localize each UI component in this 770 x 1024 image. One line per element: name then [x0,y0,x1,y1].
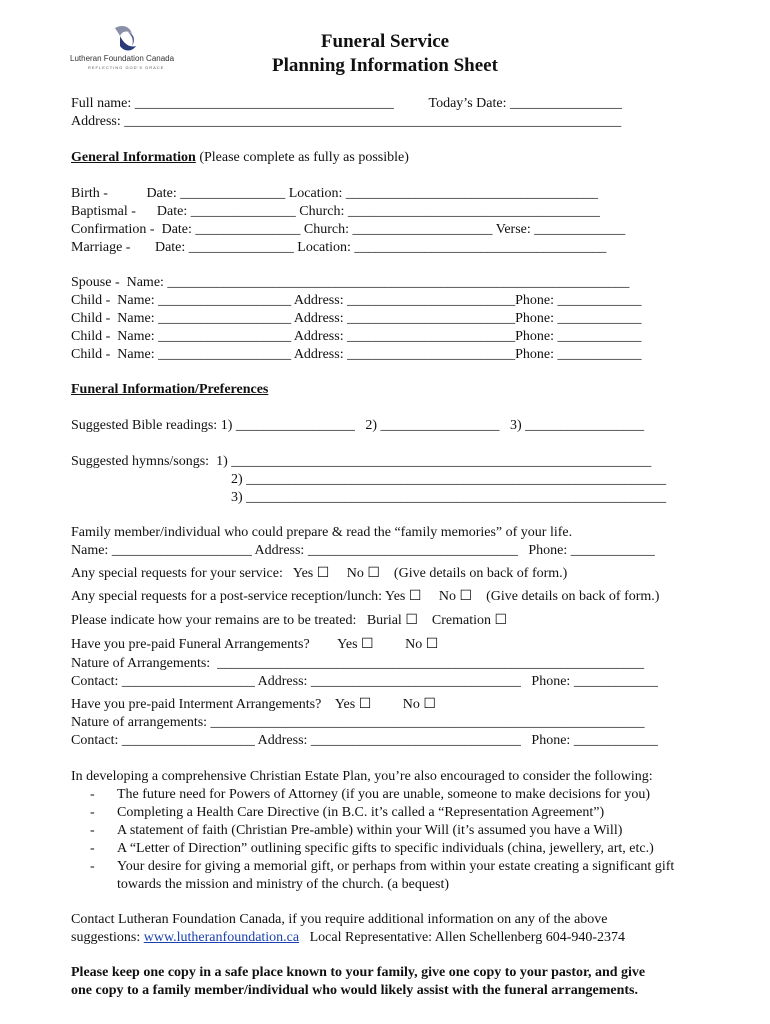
list-item: - Completing a Health Care Directive (in B.C. it’s called a “Representation Agreement”) [90,804,710,822]
list-item: - Your desire for giving a memorial gift, or perhaps from within your estate creating a significant gift towards the mission and ministry of the church. (a bequest) [90,858,710,894]
child-line[interactable]: Child - Name: ___________________ Address: ________________________Phone: ____________ [71,347,642,362]
prepaid-funeral-line[interactable]: Have you pre-paid Funeral Arrangements? Yes ☐ No ☐ [71,637,439,652]
interment-nature-line[interactable]: Nature of arrangements: ______________________________________________________________ [71,715,645,730]
logo-name: Lutheran Foundation Canada [70,54,175,63]
service-requests-line[interactable]: Any special requests for your service: Yes ☐ No ☐ (Give details on back of form.) [71,566,568,581]
general-info-heading: General Information (Please complete as fully as possible) [71,150,409,165]
child-line[interactable]: Child - Name: ___________________ Address: ________________________Phone: ____________ [71,293,642,308]
hymns-line-3[interactable]: 3) ____________________________________________________________ [231,490,667,505]
hymns-line-2[interactable]: 2) ____________________________________________________________ [231,472,667,487]
hymns-line-1[interactable]: Suggested hymns/songs: 1) ____________________________________________________________ [71,454,652,469]
full-name-line[interactable]: Full name: _____________________________________ Today’s Date: ________________ [71,96,622,111]
marriage-line[interactable]: Marriage - Date: _______________ Location: ____________________________________ [71,240,607,255]
child-line[interactable]: Child - Name: ___________________ Address: ________________________Phone: ____________ [71,311,642,326]
bible-readings-line[interactable]: Suggested Bible readings: 1) _________________ 2) _________________ 3) _________________ [71,418,645,433]
page-subtitle: Planning Information Sheet [272,55,498,76]
logo-tagline: REFLECTING GOD'S GRACE [88,65,165,70]
birth-line[interactable]: Birth - Date: _______________ Location: ____________________________________ [71,186,598,201]
final-note-1: Please keep one copy in a safe place known to your family, give one copy to your pastor, and give [71,965,646,980]
list-item: - A statement of faith (Christian Pre-amble) within your Will (it’s assumed you have a Will) [90,822,710,840]
funeral-info-heading: Funeral Information/Preferences [71,382,269,397]
list-item: - A “Letter of Direction” outlining specific gifts to specific individuals (china, jewellery, art, etc.) [90,840,710,858]
spouse-line[interactable]: Spouse - Name: __________________________________________________________________ [71,275,630,290]
estate-plan-intro: In developing a comprehensive Christian Estate Plan, you’re also encouraged to consider the following: [71,769,653,784]
reception-requests-line[interactable]: Any special requests for a post-service reception/lunch: Yes ☐ No ☐ (Give details on back of form.) [71,589,660,604]
estate-plan-list [90,786,710,894]
suggestions-line: suggestions: www.lutheranfoundation.ca Local Representative: Allen Schellenberg 604-940-2374 [71,930,626,945]
family-memories-prompt: Family member/individual who could prepare & read the “family memories” of your life. [71,525,573,540]
family-memories-line[interactable]: Name: ____________________ Address: ______________________________ Phone: ____________ [71,543,655,558]
interment-contact-line[interactable]: Contact: ___________________ Address: ______________________________ Phone: ____________ [71,733,658,748]
baptismal-line[interactable]: Baptismal - Date: _______________ Church: ____________________________________ [71,204,600,219]
address-line[interactable]: Address: _______________________________________________________________________ [71,114,622,129]
page-title: Funeral Service [320,31,450,52]
final-note-2: one copy to a family member/individual who would likely assist with the funeral arrangements. [71,983,639,998]
confirmation-line[interactable]: Confirmation - Date: _______________ Church: ____________________ Verse: _____________ [71,222,626,237]
list-item: - The future need for Powers of Attorney (if you are unable, someone to make decisions for you) [90,786,710,804]
contact-lfc-text: Contact Lutheran Foundation Canada, if you require additional information on any of the above [71,912,608,927]
remains-treatment-line[interactable]: Please indicate how your remains are to be treated: Burial ☐ Cremation ☐ [71,613,508,628]
funeral-contact-line[interactable]: Contact: ___________________ Address: ______________________________ Phone: ____________ [71,674,658,689]
nature-arrangements-line[interactable]: Nature of Arrangements: _____________________________________________________________ [71,656,645,671]
child-line[interactable]: Child - Name: ___________________ Address: ________________________Phone: ____________ [71,329,642,344]
prepaid-interment-line[interactable]: Have you pre-paid Interment Arrangements? Yes ☐ No ☐ [71,697,436,712]
website-link[interactable]: www.lutheranfoundation.ca [143,930,300,945]
